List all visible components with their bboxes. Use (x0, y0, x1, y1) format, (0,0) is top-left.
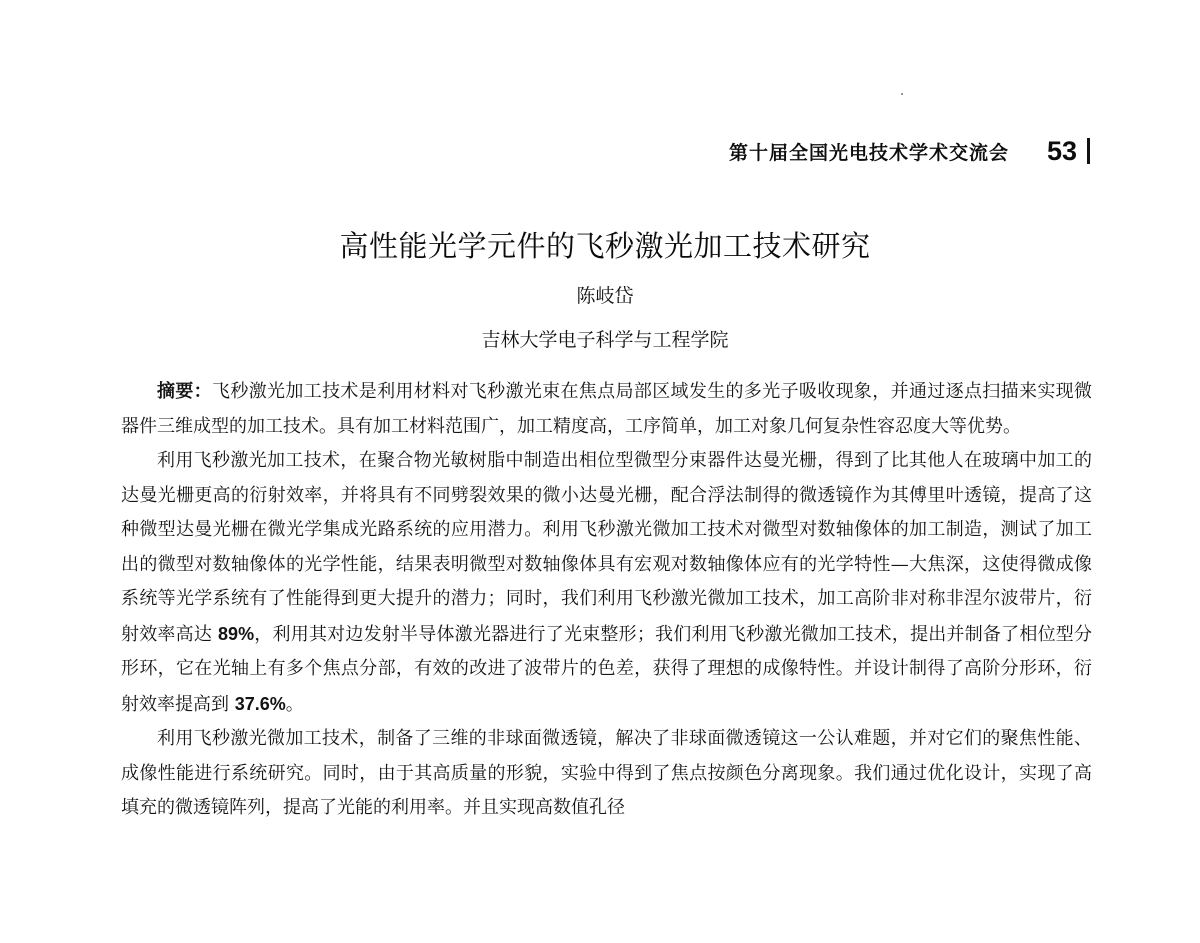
running-header (560, 136, 1090, 166)
abstract-label: 摘要： (157, 381, 213, 402)
abstract-paragraph (121, 375, 1092, 444)
fractal-efficiency-value: 37.6% (234, 693, 286, 714)
paper-title: 高性能光学元件的飞秒激光加工技术研究 (339, 229, 871, 263)
paragraph-2-part-3: 。 (285, 693, 304, 715)
header-rule (1087, 138, 1090, 164)
body-text (121, 375, 1092, 943)
paragraph-2-part-1: 利用飞秒激光加工技术，在聚合物光敏树脂中制造出相位型微型分束器件达曼光栅，得到了比其他人在玻璃中加工的达曼光栅更高的衍射效率，并将具有不同劈裂效果的微小达曼光栅，配合浮法制得的微透镜作为其傅里叶透镜，提高了这种微型达曼光栅在微光学集成光路系统的应用潜力。利用飞秒激光微加工技术对微型对数轴像体的加工制造，测试了加工出的微型对数轴像体的光学性能，结果表明微型对数轴像体具有宏观对数轴像体应有的光学特性—大焦深，这使得微成像系统等光学系统有了性能得到更大提升的潜力；同时，我们利用飞秒激光微加工技术，加工高阶非对称非涅尔波带片，衍射效率高达 (121, 450, 1092, 645)
conference-name: 第十届全国光电技术学术交流会 (728, 141, 1009, 164)
paragraph-2-part-2: ，利用其对边发射半导体激光器进行了光束整形；我们利用飞秒激光微加工技术，提出并制备了相位型分形环，它在光轴上有多个焦点分部，有效的改进了波带片的色差，获得了理想的成像特性。并设计制得了高阶分形环，衍射效率提高到 (121, 623, 1092, 715)
body-paragraph-3: 利用飞秒激光微加工技术，制备了三维的非球面微透镜，解决了非球面微透镜这一公认难题，并对它们的聚焦性能、成像性能进行系统研究。同时，由于其高质量的形貌，实验中得到了焦点按颜色分离现象。我们通过优化设计，实现了高填充的微透镜阵列，提高了光能的利用率。并且实现高数值孔径 (121, 728, 1092, 818)
scan-speck (901, 93, 903, 95)
diffraction-efficiency-value: 89% (218, 623, 255, 644)
body-paragraph-2 (121, 444, 1092, 722)
page-number: 53 (1046, 135, 1077, 166)
abstract-text: 飞秒激光加工技术是利用材料对飞秒激光束在焦点局部区域发生的多光子吸收现象，并通过逐点扫描来实现微器件三维成型的加工技术。具有加工材料范围广，加工精度高，工序简单，加工对象几何复杂性容忍度大等优势。 (121, 381, 1092, 437)
author-affiliation: 吉林大学电子科学与工程学院 (481, 329, 729, 351)
author-name: 陈岐岱 (576, 285, 634, 307)
